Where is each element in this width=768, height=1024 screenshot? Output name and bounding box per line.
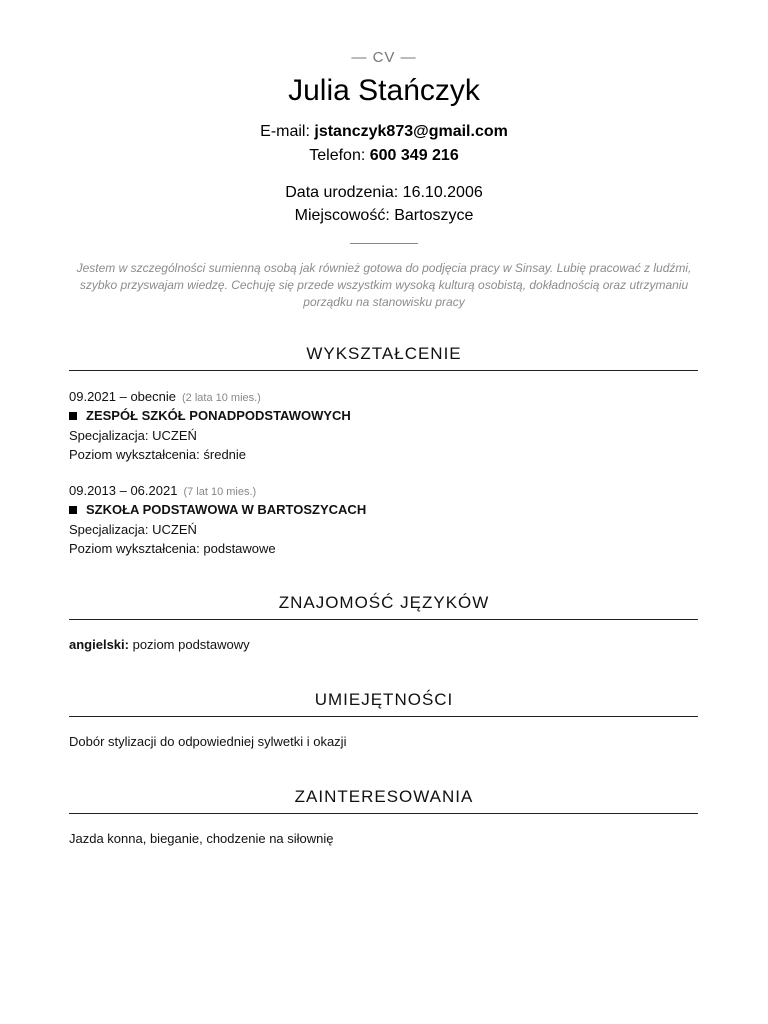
education-dates: 09.2013 – 06.2021	[69, 483, 178, 498]
education-duration: (7 lat 10 mies.)	[183, 486, 257, 498]
birth-label: Data urodzenia:	[285, 184, 399, 201]
skills-title: UMIEJĘTNOŚCI	[314, 690, 454, 709]
summary-line: szybko przyswajam wiedzę. Cechuję się przede wszystkim wysoką kulturą osobistą, dokładnością oraz utrzymaniu	[79, 278, 689, 292]
cv-label: — CV —	[351, 49, 417, 66]
city-line	[0, 207, 768, 225]
email-line	[0, 123, 768, 141]
education-duration: (2 lata 10 mies.)	[181, 392, 261, 404]
languages-title: ZNAJOMOŚĆ JĘZYKÓW	[278, 593, 490, 612]
education-level: Poziom wykształcenia: średnie	[69, 447, 247, 462]
language-item	[69, 637, 250, 652]
birth-value: 16.10.2006	[402, 184, 483, 201]
summary-line: porządku na stanowisku pracy	[303, 295, 465, 309]
education-specialization: Specjalizacja: UCZEŃ	[69, 522, 197, 537]
education-school-row	[69, 502, 366, 517]
header-divider	[350, 243, 418, 244]
email-label: E-mail:	[260, 123, 310, 140]
phone-value: 600 349 216	[369, 147, 459, 164]
email-value: jstanczyk873@gmail.com	[314, 123, 508, 140]
interests-text: Jazda konna, bieganie, chodzenie na siłownię	[69, 831, 334, 846]
education-rule	[69, 370, 698, 371]
skills-text: Dobór stylizacji do odpowiedniej sylwetki i okazji	[69, 734, 347, 749]
skills-rule	[69, 716, 698, 717]
education-school: SZKOŁA PODSTAWOWA W BARTOSZYCACH	[86, 502, 367, 517]
city-label: Miejscowość:	[294, 207, 390, 224]
summary-line: Jestem w szczególności sumienną osobą jak również gotowa do podjęcia pracy w Sinsay. Lubię pracować z ludźmi,	[76, 261, 692, 275]
education-title: WYKSZTAŁCENIE	[306, 344, 462, 363]
phone-label: Telefon:	[309, 147, 366, 164]
education-school-row	[69, 408, 351, 423]
education-specialization: Specjalizacja: UCZEŃ	[69, 428, 197, 443]
education-dates: 09.2021 – obecnie	[69, 389, 176, 404]
square-bullet-icon	[69, 412, 77, 420]
education-school: ZESPÓŁ SZKÓŁ PONADPODSTAWOWYCH	[86, 408, 351, 423]
language-level: poziom podstawowy	[132, 637, 250, 652]
languages-rule	[69, 619, 698, 620]
interests-title: ZAINTERESOWANIA	[294, 787, 474, 806]
candidate-name: Julia Stańczyk	[288, 74, 480, 107]
summary	[60, 260, 708, 311]
language-name: angielski:	[69, 637, 129, 652]
square-bullet-icon	[69, 506, 77, 514]
birth-line	[0, 184, 768, 202]
phone-line	[0, 147, 768, 165]
city-value: Bartoszyce	[394, 207, 474, 224]
education-dates-row	[69, 483, 256, 498]
education-level: Poziom wykształcenia: podstawowe	[69, 541, 276, 556]
interests-rule	[69, 813, 698, 814]
education-dates-row	[69, 389, 261, 404]
